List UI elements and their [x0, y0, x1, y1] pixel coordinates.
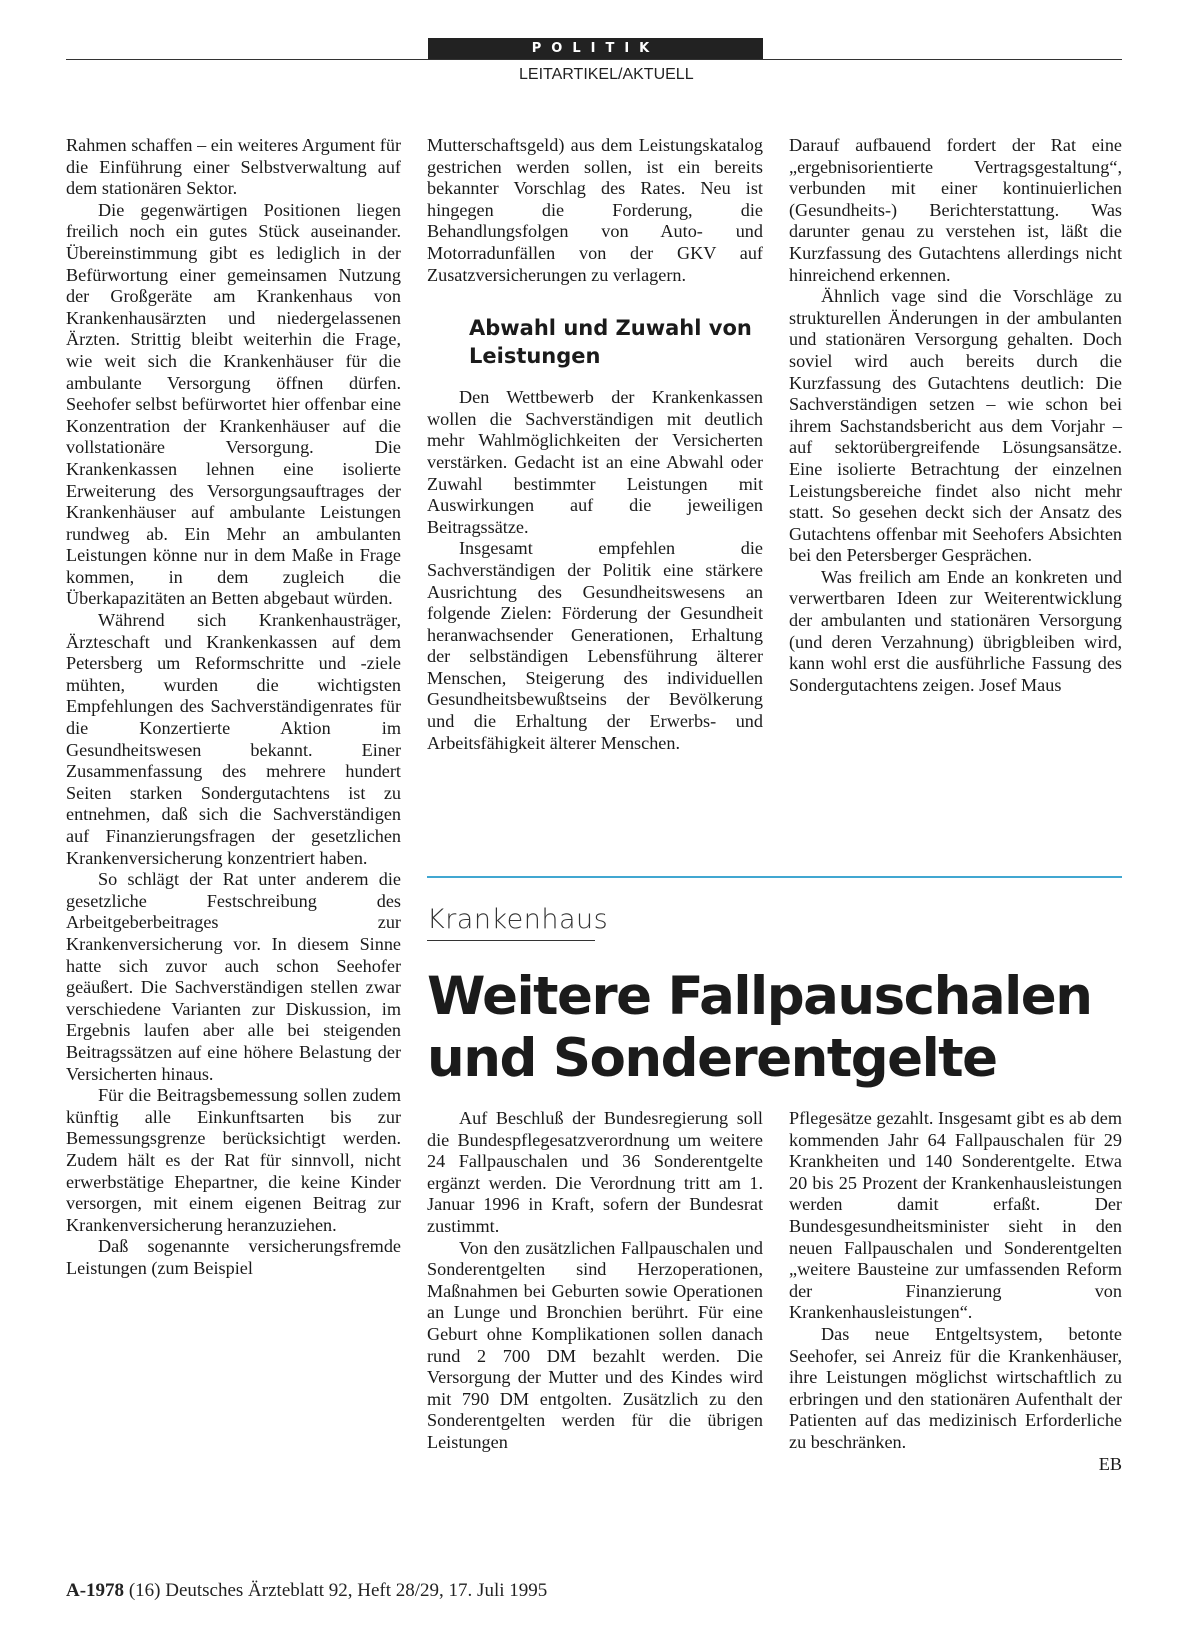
section-label: POLITIK	[428, 38, 763, 60]
article-headline	[427, 966, 1127, 1090]
page-footer	[66, 1580, 547, 1602]
headline-line-2: und Sonderentgelte	[427, 1028, 997, 1089]
paragraph: Während sich Krankenhausträger, Ärzteschaft und Krankenkassen auf dem Petersberg um Reformschritte und -ziele mühten, wurden die wichtigsten Empfehlungen des Sachverständigenrates für die Konzertierte Aktion im Gesundheitswesen bekannt. Einer Zusammenfassung des mehrere hundert Seiten starken Sondergutachtens ist zu entnehmen, daß sich die Sachverständigen auf Finanzierungsfragen der gesetzlichen Krankenversicherung konzentriert haben.	[66, 610, 401, 868]
headline-line-1: Weitere Fallpauschalen	[427, 966, 1092, 1027]
rubric-label: LEITARTIKEL/AKTUELL	[519, 66, 694, 83]
article2-column-right	[789, 1108, 1122, 1475]
paragraph: So schlägt der Rat unter anderem die gesetzliche Festschreibung des Arbeitgeberbeitrages zur Krankenversicherung vor. In diesem Sinne hatte sich zuvor auch schon Seehofer geäußert. Die Sachverständigen stellen zwar verschiedene Varianten zur Diskussion, im Ergebnis laufen aber alle bei steigenden Beitragssätzen auf eine höhere Belastung der Versicherten hinaus.	[66, 869, 401, 1084]
column-2	[427, 135, 763, 754]
publication-info: (16) Deutsches Ärzteblatt 92, Heft 28/29, 17. Juli 1995	[128, 1580, 548, 1601]
paragraph: Pflegesätze gezahlt. Insgesamt gibt es ab dem kommenden Jahr 64 Fallpauschalen für 29 Krankheiten und 140 Sonderentgelte. Etwa 20 bis 25 Prozent der Krankenhausleistungen werden damit erfaßt. Der Bundesgesundheitsminister sieht in den neuen Fallpauschalen und Sonderentgelten „weitere Bausteine zur umfassenden Reform der Finanzierung von Krankenhausleistungen“.	[789, 1108, 1122, 1323]
paragraph: Mutterschaftsgeld) aus dem Leistungskatalog gestrichen werden sollen, ist ein bereits bekannter Vorschlag des Rates. Neu ist hingegen die Forderung, die Behandlungsfolgen von Auto- und Motorradunfällen von der GKV auf Zusatzversicherungen zu verlagern.	[427, 135, 763, 285]
article2-column-left	[427, 1108, 763, 1454]
paragraph: Auf Beschluß der Bundesregierung soll die Bundespflegesatzverordnung um weitere 24 Fallpauschalen und 36 Sonderentgelte ergänzt werden. Die Verordnung tritt am 1. Januar 1996 in Kraft, sofern der Bundesrat zustimmt.	[427, 1108, 763, 1236]
page-number: A-1978	[66, 1580, 125, 1601]
paragraph: Ähnlich vage sind die Vorschläge zu strukturellen Änderungen in der ambulanten und stationären Versorgung gehalten. Doch soviel wird auch bereits durch die Kurzfassung des Gutachtens deutlich: Die Sachverständigen setzen – wie schon bei ihrem Sachstandsbericht aus dem Vorjahr – auf sektorübergreifende Lösungsansätze. Eine isolierte Betrachtung der einzelnen Leistungsbereiche findet also nicht mehr statt. So gesehen deckt sich der Ansatz des Gutachtens offenbar mit Seehofers Absichten bei den Petersberger Gesprächen.	[789, 286, 1122, 566]
paragraph: Das neue Entgeltsystem, betonte Seehofer, sei Anreiz für die Krankenhäuser, ihre Leistungen möglichst wirtschaftlich zu erbringen und den stationären Aufenthalt der Patienten auf das medizinisch Erforderliche zu beschränken.	[789, 1323, 1122, 1452]
article-divider	[427, 876, 1122, 878]
paragraph: Von den zusätzlichen Fallpauschalen und Sonderentgelten sind Herzoperationen, Maßnahmen bei Geburten sowie Operationen an Lunge und Bronchien berührt. Für eine Geburt ohne Komplikationen sollen danach rund 2 700 DM bezahlt werden. Die Versorgung der Mutter und des Kindes wird mit 790 DM entgolten. Zusätzlich zu den Sonderentgelten werden für die übrigen Leistungen	[427, 1237, 763, 1452]
paragraph: Den Wettbewerb der Krankenkassen wollen die Sachverständigen mit deutlich mehr Wahlmöglichkeiten der Versicherten verstärken. Gedacht ist an eine Abwahl oder Zuwahl bestimmter Leistungen mit Auswirkungen auf die jeweiligen Beitragssätze.	[427, 387, 763, 537]
article-kicker: Krankenhaus	[427, 904, 609, 935]
paragraph: Daß sogenannte versicherungsfremde Leistungen (zum Beispiel	[66, 1236, 401, 1278]
paragraph: Darauf aufbauend fordert der Rat eine „ergebnisorientierte Vertragsgestaltung“, verbunden mit einer kontinuierlichen (Gesundheits-) Berichterstattung. Was darunter genau zu verstehen ist, läßt die Kurzfassung des Gutachtens allerdings nicht hinreichend erkennen.	[789, 135, 1122, 285]
kicker-underline	[427, 940, 595, 941]
subheading: Abwahl und Zuwahl von Leistungen	[469, 316, 752, 369]
header-rule	[66, 59, 1122, 60]
paragraph: Rahmen schaffen – ein weiteres Argument für die Einführung einer Selbstverwaltung auf dem stationären Sektor.	[66, 135, 401, 199]
paragraph: Die gegenwärtigen Positionen liegen freilich noch ein gutes Stück auseinander. Übereinstimmung gibt es lediglich in der Befürwortung einer gemeinsamen Nutzung der Großgeräte am Krankenhaus von Krankenhausärzten und niedergelassenen Ärzten. Strittig bleibt weiterhin die Frage, wie weit sich die Krankenhäuser für die ambulante Versorgung öffnen dürfen. Seehofer selbst befürwortet hier offenbar eine Konzentration der Krankenhäuser auf die vollstationäre Versorgung. Die Krankenkassen lehnen eine isolierte Erweiterung des Versorgungsauftrages der Krankenhäuser auf ambulante Leistungen rundweg ab. Ein Mehr an ambulanten Leistungen könne nur in dem Maße in Frage kommen, in dem zugleich die Überkapazitäten an Betten abgebaut würden.	[66, 199, 401, 609]
column-1	[66, 135, 401, 1279]
paragraph: Für die Beitragsbemessung sollen zudem künftig alle Einkunftsarten bis zur Bemessungsgrenze berücksichtigt werden. Zudem hält es der Rat für sinnvoll, nicht erwerbstätige Ehepartner, die keine Kinder versorgen, mit einem eigenen Beitrag zur Krankenversicherung heranzuziehen.	[66, 1085, 401, 1235]
paragraph: Was freilich am Ende an konkreten und verwertbaren Ideen zur Weiterentwicklung der ambulanten und stationären Versorgung (und deren Verzahnung) übrigbleiben wird, kann wohl erst die ausführliche Fassung des Sondergutachtens zeigen. Josef Maus	[789, 566, 1122, 695]
paragraph: Insgesamt empfehlen die Sachverständigen der Politik eine stärkere Ausrichtung des Gesundheitswesens an folgende Zielen: Förderung der Gesundheit heranwachsender Generationen, Erhaltung der selbständigen Lebensführung älterer Menschen, Steigerung des individuellen Gesundheitsbewußtseins der Bevölkerung und die Erhaltung der Erwerbs- und Arbeitsfähigkeit älterer Menschen.	[427, 538, 763, 753]
author-signature: EB	[1098, 1453, 1122, 1474]
column-3	[789, 135, 1122, 696]
